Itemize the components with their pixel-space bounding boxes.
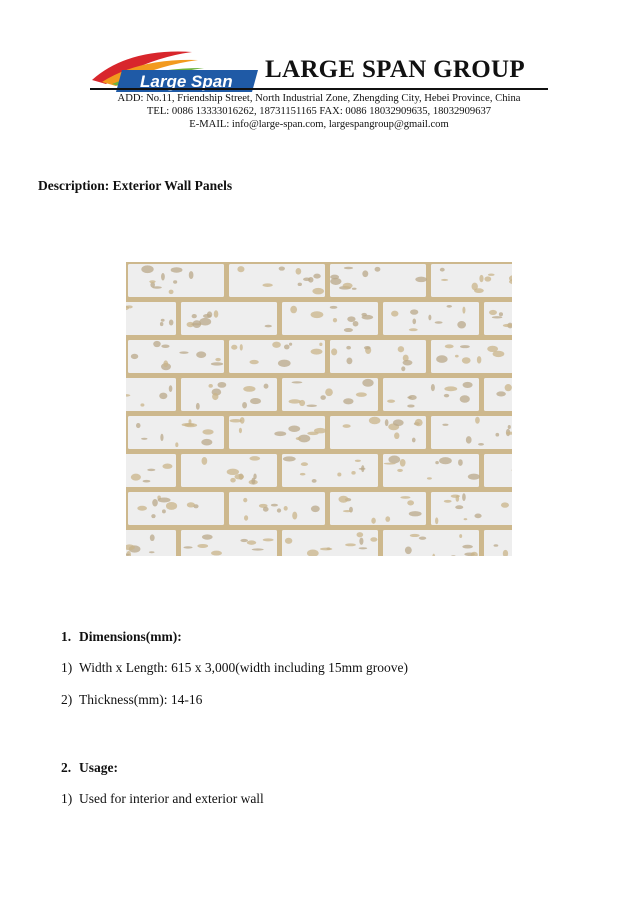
email-line: E-MAIL: info@large-span.com, largespangroup@gmail.com bbox=[189, 119, 449, 130]
brick bbox=[431, 416, 512, 449]
section-number: 1. bbox=[61, 629, 72, 644]
item-text: Width x Length: 615 x 3,000(width including 15mm groove) bbox=[79, 660, 409, 675]
item-marker: 1) bbox=[61, 791, 73, 806]
section-number: 2. bbox=[61, 760, 72, 775]
logo-wordmark: Large Span bbox=[140, 72, 233, 91]
brick bbox=[126, 378, 176, 411]
brick bbox=[484, 454, 512, 487]
company-name: LARGE SPAN GROUP bbox=[265, 56, 525, 83]
section-title: Usage: bbox=[79, 760, 118, 775]
dimension-item-1 bbox=[61, 660, 408, 676]
dimension-item-2 bbox=[61, 692, 202, 708]
description-heading: Description: Exterior Wall Panels bbox=[38, 178, 233, 193]
item-text: Used for interior and exterior wall bbox=[79, 791, 264, 806]
usage-item-1 bbox=[61, 791, 264, 807]
item-marker: 1) bbox=[61, 660, 73, 675]
brick bbox=[383, 530, 479, 556]
brick bbox=[181, 378, 277, 411]
section-dimensions-heading bbox=[61, 629, 182, 645]
section-usage-heading bbox=[61, 760, 118, 776]
brick bbox=[282, 530, 378, 556]
item-marker: 2) bbox=[61, 692, 73, 707]
brick bbox=[229, 492, 325, 525]
brick bbox=[128, 340, 224, 373]
brick bbox=[181, 302, 277, 335]
brick bbox=[330, 340, 426, 373]
brick bbox=[126, 302, 176, 335]
item-text: Thickness(mm): 14-16 bbox=[79, 692, 203, 707]
section-title: Dimensions(mm): bbox=[79, 629, 182, 644]
brick bbox=[431, 492, 512, 525]
phone-line: TEL: 0086 13333016262, 18731151165 FAX: 0086 18032909635, 18032909637 bbox=[146, 106, 492, 117]
brick-wall-panel-photo bbox=[126, 262, 512, 556]
header-divider bbox=[90, 88, 548, 90]
large-span-logo bbox=[88, 42, 260, 94]
address-line: ADD: No.11, Friendship Street, North Industrial Zone, Zhengding City, Hebei Province, China bbox=[117, 93, 521, 104]
brick bbox=[181, 530, 277, 556]
